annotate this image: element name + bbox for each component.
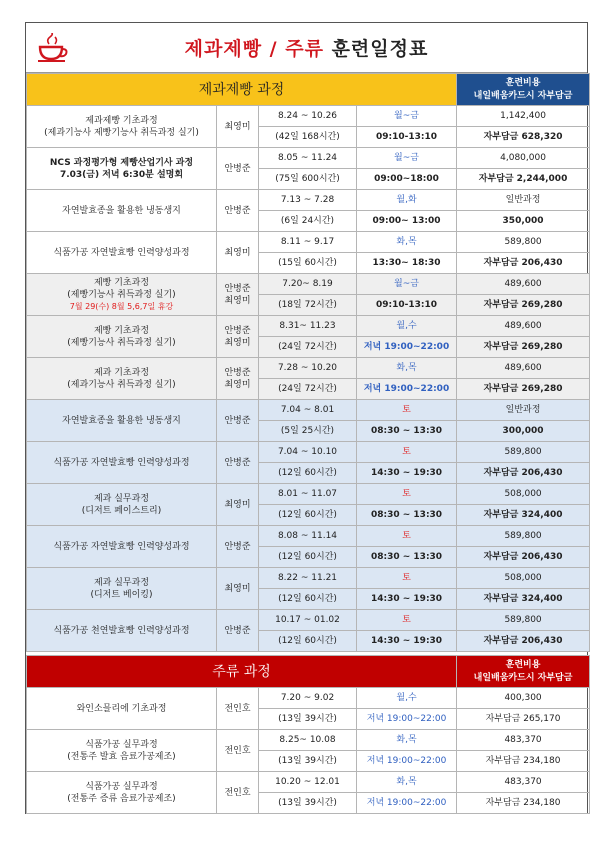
cost-header-line2: 내일배움카드시 자부담금 xyxy=(473,90,573,101)
days-cell: 화,목 xyxy=(357,358,457,379)
period-cell: 7.04 ~ 8.01 xyxy=(259,400,357,421)
copay-cell: 350,000 xyxy=(457,211,590,232)
course-name: 제과 기초과정 xyxy=(93,367,150,378)
days-cell: 화,목 xyxy=(357,772,457,793)
time-cell: 저녁 19:00~22:00 xyxy=(357,379,457,400)
copay-cell: 자부담금 269,280 xyxy=(457,337,590,358)
fee-cell: 483,370 xyxy=(457,730,590,751)
teacher-name: 전인호 xyxy=(224,787,251,798)
hours-cell: (24일 72시간) xyxy=(259,337,357,358)
days-cell: 토 xyxy=(357,484,457,505)
table-row xyxy=(27,274,590,295)
course-cell xyxy=(27,442,217,484)
time-cell: 저녁 19:00~22:00 xyxy=(357,793,457,814)
period-cell: 7.13 ~ 7.28 xyxy=(259,190,357,211)
time-cell: 14:30 ~ 19:30 xyxy=(357,589,457,610)
hours-cell: (12일 60시간) xyxy=(259,547,357,568)
days-cell: 월~금 xyxy=(357,274,457,295)
hours-cell: (6일 24시간) xyxy=(259,211,357,232)
table-row xyxy=(27,148,590,169)
fee-cell: 489,600 xyxy=(457,358,590,379)
table-row xyxy=(27,190,590,211)
fee-cell: 589,800 xyxy=(457,610,590,631)
copay-cell: 자부담금 324,400 xyxy=(457,505,590,526)
course-name: 제빵 기초과정 xyxy=(93,325,150,336)
days-cell: 토 xyxy=(357,568,457,589)
course-cell xyxy=(27,484,217,526)
table-row xyxy=(27,358,590,379)
cost-header-line1: 훈련비용 xyxy=(505,659,541,670)
time-cell: 08:30 ~ 13:30 xyxy=(357,421,457,442)
table-row xyxy=(27,400,590,421)
period-cell: 8.01 ~ 11.07 xyxy=(259,484,357,505)
fee-cell: 1,142,400 xyxy=(457,106,590,127)
course-name: 식품가공 실무과정 xyxy=(85,781,158,792)
copay-cell: 자부담금 234,180 xyxy=(457,793,590,814)
teacher-name: 안병준 xyxy=(224,415,251,426)
teacher-name: 안병준 xyxy=(224,367,251,378)
course-subtitle: (제과기능사 제빵기능사 취득과정 실기) xyxy=(44,127,199,138)
course-name: 식품가공 천연발효빵 인력양성과정 xyxy=(53,625,190,636)
copay-cell: 자부담금 269,280 xyxy=(457,295,590,316)
teacher-cell xyxy=(217,274,259,316)
course-cell xyxy=(27,772,217,814)
copay-cell: 자부담금 265,170 xyxy=(457,709,590,730)
copay-cell: 자부담금 206,430 xyxy=(457,463,590,484)
teacher-name: 안병준 xyxy=(224,325,251,336)
period-cell: 8.31~ 11.23 xyxy=(259,316,357,337)
course-name: 식품가공 실무과정 xyxy=(85,739,158,750)
course-name: 와인소믈리에 기초과정 xyxy=(76,703,167,714)
period-cell: 7.20~ 8.19 xyxy=(259,274,357,295)
schedule-table xyxy=(26,73,590,814)
copay-cell: 자부담금 234,180 xyxy=(457,751,590,772)
days-cell: 월~금 xyxy=(357,148,457,169)
teacher-name: 안병준 xyxy=(224,625,251,636)
hours-cell: (5일 25시간) xyxy=(259,421,357,442)
teacher-name: 안병준 xyxy=(224,205,251,216)
teacher-name: 안병준 xyxy=(224,163,251,174)
fee-cell: 508,000 xyxy=(457,484,590,505)
time-cell: 13:30~ 18:30 xyxy=(357,253,457,274)
course-subtitle: (제빵기능사 취득과정 실기) xyxy=(67,337,176,348)
table-row xyxy=(27,526,590,547)
course-subtitle: (디저트 베이킹) xyxy=(90,589,153,600)
fee-cell: 589,800 xyxy=(457,526,590,547)
period-cell: 10.20 ~ 12.01 xyxy=(259,772,357,793)
teacher-cell xyxy=(217,358,259,400)
fee-cell: 4,080,000 xyxy=(457,148,590,169)
course-subtitle: (전통주 발효 음료가공제조) xyxy=(67,751,176,762)
period-cell: 8.08 ~ 11.14 xyxy=(259,526,357,547)
course-note: 7월 29(수) 8월 5,6,7일 휴강 xyxy=(69,301,174,311)
hours-cell: (12일 60시간) xyxy=(259,505,357,526)
hours-cell: (13일 39시간) xyxy=(259,709,357,730)
hours-cell: (42일 168시간) xyxy=(259,127,357,148)
course-name: NCS 과정평가형 제빵산업기사 과정 xyxy=(49,157,194,168)
period-cell: 10.17 ~ 01.02 xyxy=(259,610,357,631)
fee-cell: 일반과정 xyxy=(457,400,590,421)
hours-cell: (13일 39시간) xyxy=(259,793,357,814)
copay-cell: 자부담금 2,244,000 xyxy=(457,169,590,190)
hours-cell: (24일 72시간) xyxy=(259,379,357,400)
teacher-cell xyxy=(217,442,259,484)
section-title: 제과제빵 과정 xyxy=(27,74,457,106)
teacher-cell xyxy=(217,610,259,652)
days-cell: 토 xyxy=(357,442,457,463)
days-cell: 토 xyxy=(357,610,457,631)
course-name: 자연발효종을 활용한 냉동생지 xyxy=(62,205,181,216)
bakery-section-header xyxy=(27,74,590,106)
copay-cell: 자부담금 269,280 xyxy=(457,379,590,400)
time-cell: 14:30 ~ 19:30 xyxy=(357,463,457,484)
hours-cell: (12일 60시간) xyxy=(259,589,357,610)
time-cell: 08:30 ~ 13:30 xyxy=(357,505,457,526)
course-cell xyxy=(27,190,217,232)
teacher-cell xyxy=(217,484,259,526)
time-cell: 저녁 19:00~22:00 xyxy=(357,751,457,772)
time-cell: 08:30 ~ 13:30 xyxy=(357,547,457,568)
course-cell xyxy=(27,610,217,652)
liquor-section-header xyxy=(27,656,590,688)
course-cell xyxy=(27,568,217,610)
copay-cell: 자부담금 206,430 xyxy=(457,547,590,568)
table-row xyxy=(27,106,590,127)
teacher-cell xyxy=(217,772,259,814)
fee-cell: 400,300 xyxy=(457,688,590,709)
course-cell xyxy=(27,358,217,400)
period-cell: 7.04 ~ 10.10 xyxy=(259,442,357,463)
course-cell xyxy=(27,106,217,148)
course-name: 식품가공 자연발효빵 인력양성과정 xyxy=(53,541,190,552)
course-subtitle: (제빵기능사 취득과정 실기) xyxy=(67,289,176,300)
course-cell xyxy=(27,232,217,274)
schedule-page xyxy=(25,22,588,814)
course-cell xyxy=(27,730,217,772)
fee-cell: 일반과정 xyxy=(457,190,590,211)
teacher-name: 최영미 xyxy=(224,121,251,132)
days-cell: 월,화 xyxy=(357,190,457,211)
period-cell: 8.24 ~ 10.26 xyxy=(259,106,357,127)
teacher-cell xyxy=(217,232,259,274)
time-cell: 09:10-13:10 xyxy=(357,127,457,148)
title-part2: 훈련일정표 xyxy=(331,38,429,60)
period-cell: 8.22 ~ 11.21 xyxy=(259,568,357,589)
time-cell: 14:30 ~ 19:30 xyxy=(357,631,457,652)
fee-cell: 483,370 xyxy=(457,772,590,793)
fee-cell: 489,600 xyxy=(457,274,590,295)
course-name: 제과 실무과정 xyxy=(93,577,150,588)
teacher-name: 안병준 xyxy=(224,283,251,294)
time-cell: 09:00~18:00 xyxy=(357,169,457,190)
section-title: 주류 과정 xyxy=(27,656,457,688)
course-subtitle: (디저트 페이스트리) xyxy=(81,505,162,516)
teacher-name-2: 최영미 xyxy=(224,379,251,390)
coffee-cup-icon xyxy=(36,33,70,63)
hours-cell: (15일 60시간) xyxy=(259,253,357,274)
teacher-cell xyxy=(217,400,259,442)
cost-header xyxy=(457,74,590,106)
course-cell xyxy=(27,400,217,442)
time-cell: 09:00~ 13:00 xyxy=(357,211,457,232)
period-cell: 8.05 ~ 11.24 xyxy=(259,148,357,169)
table-row xyxy=(27,772,590,793)
teacher-name-2: 최영미 xyxy=(224,337,251,348)
teacher-cell xyxy=(217,190,259,232)
course-cell xyxy=(27,274,217,316)
period-cell: 7.28 ~ 10.20 xyxy=(259,358,357,379)
course-name: 제빵 기초과정 xyxy=(93,277,150,288)
teacher-name: 안병준 xyxy=(224,457,251,468)
hours-cell: (12일 60시간) xyxy=(259,463,357,484)
teacher-name-2: 최영미 xyxy=(224,295,251,306)
teacher-cell xyxy=(217,106,259,148)
days-cell: 화,목 xyxy=(357,232,457,253)
days-cell: 토 xyxy=(357,400,457,421)
course-name: 자연발효종을 활용한 냉동생지 xyxy=(62,415,181,426)
teacher-name: 최영미 xyxy=(224,499,251,510)
course-cell xyxy=(27,526,217,568)
days-cell: 화,목 xyxy=(357,730,457,751)
cost-header-line2: 내일배움카드시 자부담금 xyxy=(473,672,573,683)
hours-cell: (18일 72시간) xyxy=(259,295,357,316)
teacher-cell xyxy=(217,730,259,772)
course-subtitle: (전통주 증류 음료가공제조) xyxy=(67,793,176,804)
fee-cell: 508,000 xyxy=(457,568,590,589)
teacher-cell xyxy=(217,568,259,610)
teacher-cell xyxy=(217,148,259,190)
days-cell: 월~금 xyxy=(357,106,457,127)
course-name: 제과제빵 기초과정 xyxy=(85,115,158,126)
table-row xyxy=(27,568,590,589)
table-row xyxy=(27,442,590,463)
course-name: 식품가공 자연발효빵 인력양성과정 xyxy=(53,457,190,468)
copay-cell: 자부담금 628,320 xyxy=(457,127,590,148)
teacher-name: 최영미 xyxy=(224,247,251,258)
course-subtitle: 7.03(금) 저녁 6:30분 설명회 xyxy=(59,169,184,180)
time-cell: 09:10-13:10 xyxy=(357,295,457,316)
table-row xyxy=(27,688,590,709)
table-row xyxy=(27,730,590,751)
teacher-cell xyxy=(217,688,259,730)
period-cell: 8.25~ 10.08 xyxy=(259,730,357,751)
days-cell: 토 xyxy=(357,526,457,547)
hours-cell: (13일 39시간) xyxy=(259,751,357,772)
fee-cell: 489,600 xyxy=(457,316,590,337)
table-row xyxy=(27,610,590,631)
period-cell: 8.11 ~ 9.17 xyxy=(259,232,357,253)
course-cell xyxy=(27,148,217,190)
course-name: 제과 실무과정 xyxy=(93,493,150,504)
course-cell xyxy=(27,316,217,358)
course-subtitle: (제과기능사 취득과정 실기) xyxy=(67,379,176,390)
time-cell: 저녁 19:00~22:00 xyxy=(357,337,457,358)
table-row xyxy=(27,316,590,337)
cost-header xyxy=(457,656,590,688)
period-cell: 7.20 ~ 9.02 xyxy=(259,688,357,709)
teacher-cell xyxy=(217,316,259,358)
table-row xyxy=(27,484,590,505)
days-cell: 월,수 xyxy=(357,316,457,337)
teacher-name: 최영미 xyxy=(224,583,251,594)
copay-cell: 자부담금 324,400 xyxy=(457,589,590,610)
hours-cell: (12일 60시간) xyxy=(259,631,357,652)
title-bar xyxy=(26,23,587,73)
teacher-name: 전인호 xyxy=(224,745,251,756)
days-cell: 월,수 xyxy=(357,688,457,709)
course-cell xyxy=(27,688,217,730)
copay-cell: 자부담금 206,430 xyxy=(457,631,590,652)
teacher-cell xyxy=(217,526,259,568)
course-name: 식품가공 자연발효빵 인력양성과정 xyxy=(53,247,190,258)
fee-cell: 589,800 xyxy=(457,442,590,463)
copay-cell: 자부담금 206,430 xyxy=(457,253,590,274)
teacher-name: 전인호 xyxy=(224,703,251,714)
page-title xyxy=(185,34,429,61)
teacher-name: 안병준 xyxy=(224,541,251,552)
time-cell: 저녁 19:00~22:00 xyxy=(357,709,457,730)
title-part1: 제과제빵 / 주류 xyxy=(184,38,324,60)
fee-cell: 589,800 xyxy=(457,232,590,253)
table-row xyxy=(27,232,590,253)
cost-header-line1: 훈련비용 xyxy=(505,77,541,88)
copay-cell: 300,000 xyxy=(457,421,590,442)
hours-cell: (75일 600시간) xyxy=(259,169,357,190)
